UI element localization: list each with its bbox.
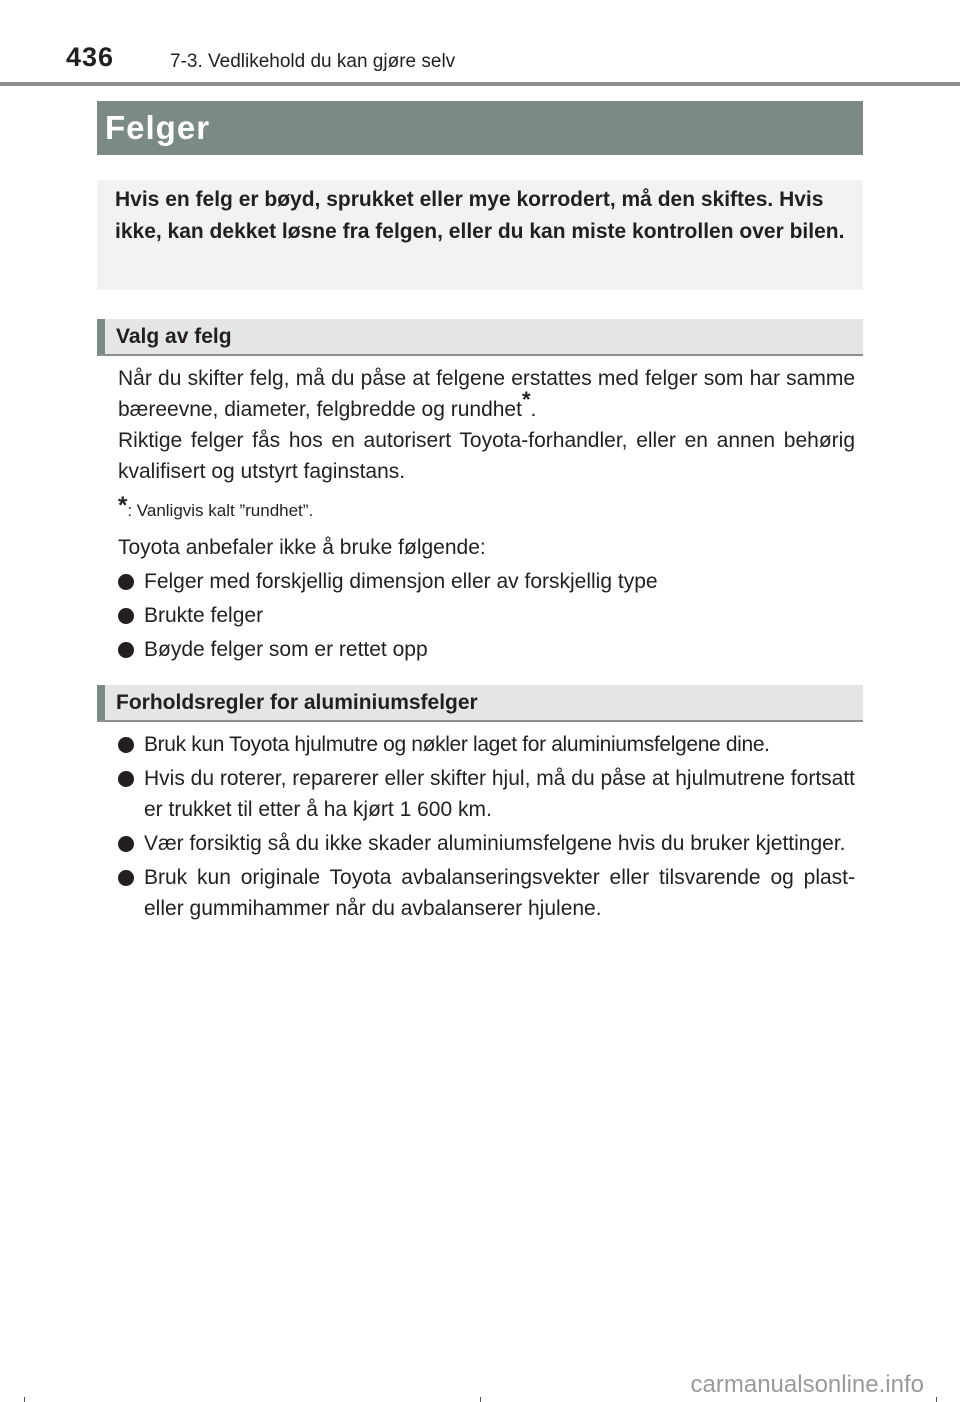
paragraph-replacement-text: Når du skifter felg, må du påse at felgene erstattes med felger som har samme bæreevne, diameter, felgbredde og rundhet — [118, 367, 855, 421]
page-title: Felger — [105, 109, 211, 146]
section-accent — [97, 319, 105, 354]
list-item-text: Felger med forskjellig dimensjon eller av forskjellig type — [144, 570, 658, 593]
bullet-icon — [118, 771, 134, 787]
section-heading-aluminium — [97, 685, 863, 722]
list-intro: Toyota anbefaler ikke å bruke følgende: — [118, 536, 486, 559]
footnote — [118, 492, 855, 525]
section-heading-label: Forholdsregler for aluminiumsfelger — [116, 691, 478, 714]
intro-text: Hvis en felg er bøyd, sprukket eller mye korrodert, må den skiftes. Hvis ikke, kan dekket løsne fra felgen, eller du kan miste kontrollen over bilen. — [115, 188, 845, 243]
section-heading-label: Valg av felg — [116, 325, 232, 348]
list-item — [118, 729, 855, 760]
footnote-star: * — [118, 492, 128, 519]
crop-mark — [480, 1397, 481, 1402]
bullet-icon — [118, 836, 134, 852]
footnote-marker: * — [521, 387, 531, 412]
list-item-text: Bruk kun Toyota hjulmutre og nøkler laget for aluminiumsfelgene dine. — [144, 733, 770, 756]
list-item — [118, 566, 855, 597]
crop-mark — [936, 1397, 937, 1402]
list-item-text: Hvis du roterer, reparerer eller skifter hjul, må du påse at hjulmutrene fortsatt er trukket til etter å ha kjørt 1 600 km. — [144, 767, 855, 821]
intro-box — [97, 180, 863, 290]
list-item-text: Bøyde felger som er rettet opp — [144, 638, 428, 661]
footnote-text: : Vanligvis kalt ”rundhet”. — [127, 501, 314, 520]
list-item-text: Brukte felger — [144, 604, 264, 627]
list-item — [118, 862, 855, 924]
list-item-text: Bruk kun originale Toyota avbalanseringsvekter eller tilsvarende og plast- eller gummihammer når du avbalanserer hjulene. — [144, 866, 855, 920]
chapter-title: 7-3. Vedlikehold du kan gjøre selv — [170, 51, 456, 72]
bullet-icon — [118, 574, 134, 590]
bullet-icon — [118, 608, 134, 624]
watermark: carmanualsonline.info — [690, 1371, 924, 1398]
bullet-icon — [118, 737, 134, 753]
not-recommended-list — [118, 566, 855, 668]
list-item — [118, 828, 855, 859]
section-accent — [97, 685, 105, 720]
page-number: 436 — [66, 42, 115, 72]
list-item — [118, 634, 855, 665]
section-heading-wheel-choice — [97, 319, 863, 356]
title-bar — [97, 101, 863, 155]
aluminium-precautions-list — [118, 729, 855, 927]
list-item-text: Vær forsiktig så du ikke skader aluminiumsfelgene hvis du bruker kjettinger. — [144, 832, 846, 855]
crop-mark — [24, 1397, 25, 1402]
list-item — [118, 763, 855, 825]
list-item — [118, 600, 855, 631]
paragraph-end: . — [530, 398, 537, 421]
paragraph-dealer: Riktige felger fås hos en autorisert Toyota-forhandler, eller en annen behørig kvalifisert og utstyrt faginstans. — [118, 429, 855, 483]
paragraph-replacement — [118, 363, 855, 425]
bullet-icon — [118, 870, 134, 886]
header-divider — [0, 82, 960, 86]
bullet-icon — [118, 642, 134, 658]
